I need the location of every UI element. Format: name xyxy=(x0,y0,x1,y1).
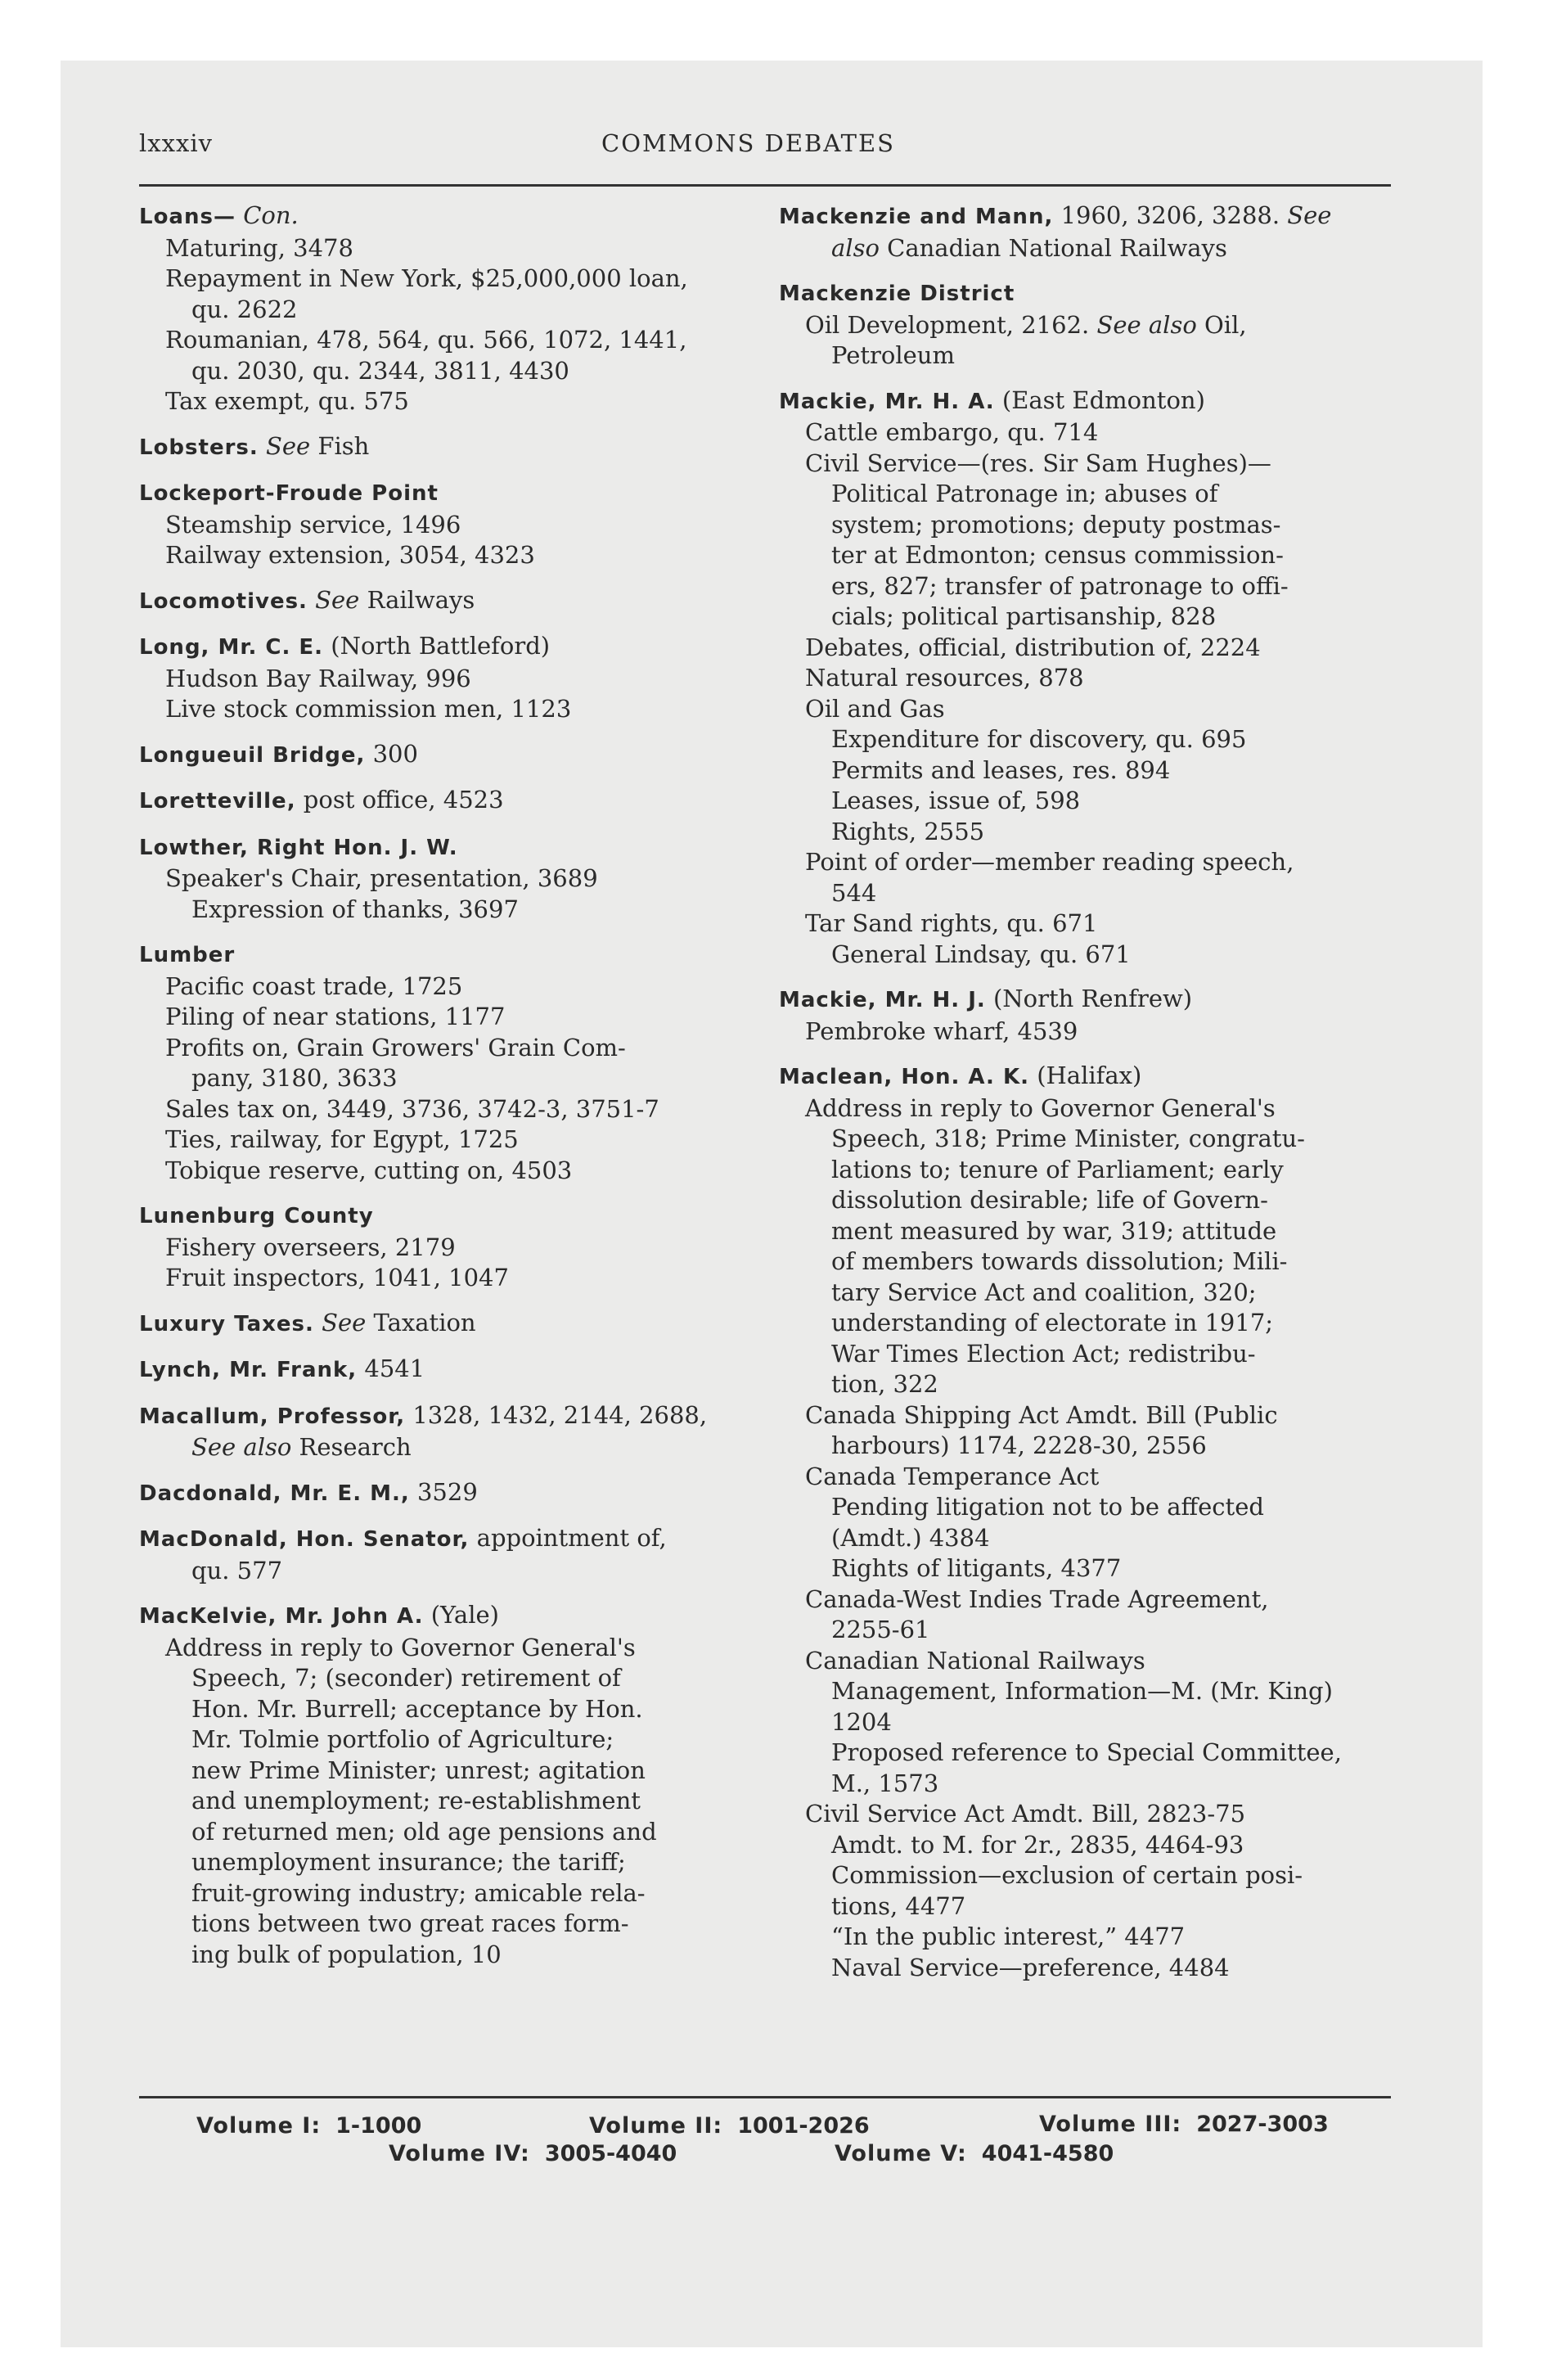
entry-line xyxy=(165,233,745,264)
right-column xyxy=(779,201,1384,1997)
entry-text: tion, 322 xyxy=(831,1370,938,1398)
entry-text: Expression of thanks, 3697 xyxy=(191,895,519,923)
entry-line xyxy=(831,817,1384,848)
entry-heading-line xyxy=(779,1061,1384,1093)
entry-heading-line xyxy=(139,431,745,464)
entry-line xyxy=(191,1817,745,1848)
entry-text: Speaker's Chair, presentation, 3689 xyxy=(165,864,598,892)
entry-heading-line xyxy=(779,201,1384,233)
entry-text: Maturing, 3478 xyxy=(165,233,353,262)
entry-text: Oil Development, 2162. xyxy=(805,310,1090,339)
entry-text: Piling of near stations, 1177 xyxy=(165,1003,506,1030)
entry-text: War Times Election Act; redistribu- xyxy=(831,1339,1256,1368)
entry-text: Hudson Bay Railway, 996 xyxy=(165,664,471,692)
entry-line xyxy=(831,1185,1384,1216)
volume-range: 1-1000 xyxy=(335,2113,422,2139)
entry-line xyxy=(831,755,1384,787)
volume-range: 1001-2026 xyxy=(737,2113,870,2139)
volume-label: Volume IV: xyxy=(389,2141,530,2166)
index-entry xyxy=(139,1308,745,1341)
entry-text: pany, 3180, 3633 xyxy=(191,1064,398,1092)
entry-line xyxy=(805,417,1384,449)
volume-range: 4041-4580 xyxy=(981,2141,1114,2166)
entry-text: and unemployment; re-establishment xyxy=(191,1787,641,1814)
entry-heading: Lynch, Mr. Frank, xyxy=(139,1358,358,1382)
entry-line xyxy=(165,863,745,895)
entry-text: Canada Temperance Act xyxy=(805,1462,1100,1490)
index-entry xyxy=(139,1354,745,1386)
entry-heading: Longueuil Bridge, xyxy=(139,742,366,768)
index-entry xyxy=(139,201,745,417)
entry-text: dissolution desirable; life of Govern- xyxy=(831,1186,1268,1214)
index-entry xyxy=(139,739,745,772)
entry-text: (Amdt.) 4384 xyxy=(831,1523,990,1552)
entry-heading: MacDonald, Hon. Senator, xyxy=(139,1527,470,1552)
entry-text: Profits on, Grain Growers' Grain Com- xyxy=(165,1033,626,1062)
entry-text: Railway extension, 3054, 4323 xyxy=(165,541,535,569)
entry-text: 544 xyxy=(831,878,877,907)
entry-line xyxy=(831,1369,1384,1400)
entry-line xyxy=(831,940,1384,971)
entry-text: ers, 827; transfer of patronage to offi- xyxy=(831,571,1289,600)
index-entry xyxy=(139,939,745,1186)
entry-text: Pacific coast trade, 1725 xyxy=(165,971,463,1000)
entry-line xyxy=(831,602,1384,633)
entry-text: M., 1573 xyxy=(831,1769,939,1797)
entry-heading-line xyxy=(139,201,745,233)
entry-heading: Lockeport-Froude Point xyxy=(139,481,439,506)
entry-line xyxy=(165,264,745,295)
entry-text: tions between two great races form- xyxy=(191,1909,629,1937)
entry-text: of members towards dissolution; Mili- xyxy=(831,1247,1288,1275)
entry-text: system; promotions; deputy postmas- xyxy=(831,510,1281,539)
entry-line xyxy=(831,1246,1384,1278)
entry-text: Leases, issue of, 598 xyxy=(831,787,1081,814)
entry-line xyxy=(831,1676,1384,1707)
entry-text: (North Renfrew) xyxy=(992,985,1193,1012)
volume-2 xyxy=(589,2113,870,2139)
entry-heading: Mackie, Mr. H. A. xyxy=(779,389,995,414)
entry-line xyxy=(191,1878,745,1909)
entry-line xyxy=(165,1263,745,1294)
entry-heading: Dacdonald, Mr. E. M., xyxy=(139,1481,410,1506)
entry-text: Proposed reference to Special Committee, xyxy=(831,1738,1342,1766)
entry-line xyxy=(165,1033,745,1064)
entry-line xyxy=(165,971,745,1003)
entry-text: Tax exempt, qu. 575 xyxy=(165,387,409,415)
entry-text: “In the public interest,” 4477 xyxy=(831,1922,1186,1950)
entry-text: ing bulk of population, 10 xyxy=(191,1940,502,1968)
index-entry xyxy=(779,277,1384,372)
entry-text: ter at Edmonton; census commission- xyxy=(831,541,1284,569)
entry-text: Fishery overseers, 2179 xyxy=(165,1233,456,1261)
entry-heading: Lobsters. xyxy=(139,435,259,460)
entry-line xyxy=(191,356,745,387)
entry-line xyxy=(165,1156,745,1187)
entry-text: Speech, 7; (seconder) retirement of xyxy=(191,1664,621,1692)
entry-text: Mr. Tolmie portfolio of Agriculture; xyxy=(191,1725,614,1753)
entry-heading: Locomotives. xyxy=(139,588,308,614)
volume-range: 2027-3003 xyxy=(1196,2112,1329,2137)
entry-line xyxy=(831,1431,1384,1462)
entry-heading-line xyxy=(139,1308,745,1341)
entry-text: tary Service Act and coalition, 320; xyxy=(831,1278,1257,1306)
entry-text: Debates, official, distribution of, 2224 xyxy=(805,633,1261,661)
entry-line xyxy=(831,340,1384,372)
volume-footer xyxy=(196,2112,1391,2177)
entry-line xyxy=(831,1339,1384,1370)
volume-label: Volume I: xyxy=(196,2113,322,2139)
entry-line xyxy=(805,1799,1384,1830)
entry-heading: Lumber xyxy=(139,943,236,967)
entry-text: ment measured by war, 319; attitude xyxy=(831,1216,1277,1245)
volume-3 xyxy=(1039,2112,1329,2137)
entry-text: unemployment insurance; the tariff; xyxy=(191,1848,626,1876)
index-entry xyxy=(139,1600,745,1970)
entry-heading-line xyxy=(779,385,1384,418)
entry-heading: Mackenzie and Mann, xyxy=(779,205,1054,229)
entry-text: Point of order—member reading speech, xyxy=(805,848,1294,876)
entry-heading-line xyxy=(139,1354,745,1386)
entry-text: Address in reply to Governor General's xyxy=(805,1093,1276,1122)
entry-line xyxy=(165,1633,745,1664)
entry-text: Sales tax on, 3449, 3736, 3742-3, 3751-7 xyxy=(165,1094,659,1123)
entry-heading-line xyxy=(139,1477,745,1510)
entry-line xyxy=(831,540,1384,571)
entry-text: Railways xyxy=(367,585,475,614)
footer-rule xyxy=(139,2096,1391,2098)
entry-text: Speech, 318; Prime Minister, congratu- xyxy=(831,1125,1305,1152)
entry-text: understanding of electorate in 1917; xyxy=(831,1309,1274,1336)
index-entry xyxy=(139,585,745,618)
entry-line xyxy=(165,540,745,571)
volume-label: Volume V: xyxy=(835,2141,967,2166)
entry-heading-line xyxy=(139,785,745,818)
entry-text: Address in reply to Governor General's xyxy=(165,1633,636,1661)
entry-line xyxy=(191,1756,745,1787)
entry-text: Petroleum xyxy=(831,341,955,369)
entry-heading: Luxury Taxes. xyxy=(139,1311,314,1336)
entry-line xyxy=(831,1860,1384,1891)
entry-text: 1328, 1432, 2144, 2688, xyxy=(412,1400,708,1429)
entry-text: qu. 2030, qu. 2344, 3811, 4430 xyxy=(191,356,569,385)
entry-line xyxy=(191,1694,745,1725)
entry-text: Oil, xyxy=(1204,310,1247,339)
entry-line xyxy=(831,1523,1384,1554)
entry-line xyxy=(165,1002,745,1033)
header-rule xyxy=(139,184,1391,187)
entry-heading: Loans— xyxy=(139,205,236,229)
entry-line xyxy=(165,1125,745,1156)
volume-4 xyxy=(389,2141,677,2166)
entry-line xyxy=(831,1553,1384,1584)
entry-heading: Mackie, Mr. H. J. xyxy=(779,988,986,1012)
see-reference: Con. xyxy=(243,201,299,229)
entry-heading-line xyxy=(779,984,1384,1016)
see-reference: See also xyxy=(191,1433,292,1461)
entry-text: (East Edmonton) xyxy=(1001,385,1205,414)
entry-line xyxy=(805,1400,1384,1431)
entry-line xyxy=(831,1891,1384,1922)
entry-line xyxy=(191,1940,745,1971)
entry-heading: Mackenzie District xyxy=(779,282,1015,306)
entry-line xyxy=(831,1155,1384,1186)
index-entry xyxy=(779,1061,1384,1983)
entry-text: qu. 577 xyxy=(191,1556,283,1584)
entry-line xyxy=(805,633,1384,664)
entry-text: (Halifax) xyxy=(1037,1062,1142,1089)
volume-label: Volume III: xyxy=(1039,2112,1182,2137)
index-entry xyxy=(139,431,745,464)
see-reference: See also xyxy=(1096,310,1197,339)
entry-text: Tar Sand rights, qu. 671 xyxy=(805,909,1098,937)
entry-line xyxy=(165,1094,745,1125)
entry-line xyxy=(165,694,745,725)
entry-text: Rights of litigants, 4377 xyxy=(831,1554,1122,1582)
index-entry xyxy=(139,1523,745,1586)
entry-text: Fish xyxy=(317,431,370,460)
entry-line xyxy=(191,1663,745,1694)
page-number: lxxxiv xyxy=(139,129,213,157)
entry-line xyxy=(805,663,1384,694)
entry-text: General Lindsay, qu. 671 xyxy=(831,940,1131,968)
entry-line xyxy=(831,1492,1384,1523)
entry-text: Hon. Mr. Burrell; acceptance by Hon. xyxy=(191,1694,643,1723)
entry-text: Repayment in New York, $25,000,000 loan, xyxy=(165,264,688,292)
entry-text: (Yale) xyxy=(430,1601,499,1629)
entry-text: Oil and Gas xyxy=(805,694,945,723)
entry-line xyxy=(191,1786,745,1817)
entry-line xyxy=(831,1769,1384,1800)
entry-heading: MacKelvie, Mr. John A. xyxy=(139,1604,424,1629)
index-entry xyxy=(139,785,745,818)
entry-text: Canadian National Railways xyxy=(887,233,1227,262)
entry-heading-line xyxy=(139,477,745,510)
entry-line xyxy=(191,1909,745,1940)
entry-text: 4541 xyxy=(364,1355,425,1382)
entry-line xyxy=(831,571,1384,602)
entry-text: Cattle embargo, qu. 714 xyxy=(805,418,1099,446)
entry-heading-line xyxy=(779,277,1384,310)
entry-line xyxy=(805,1016,1384,1048)
entry-line xyxy=(191,1724,745,1756)
left-column xyxy=(139,201,745,1984)
entry-text: 1960, 3206, 3288. xyxy=(1060,201,1280,229)
entry-line xyxy=(831,1707,1384,1738)
entry-heading-line xyxy=(139,1400,745,1433)
entry-line xyxy=(831,1922,1384,1953)
entry-text: (North Battleford) xyxy=(331,632,551,660)
entry-heading-line xyxy=(139,631,745,664)
index-entry xyxy=(779,201,1384,264)
entry-text: Roumanian, 478, 564, qu. 566, 1072, 1441, xyxy=(165,326,687,354)
entry-text: harbours) 1174, 2228-30, 2556 xyxy=(831,1431,1207,1459)
entry-text: Canada Shipping Act Amdt. Bill (Public xyxy=(805,1400,1278,1429)
entry-line xyxy=(805,449,1384,480)
entry-text: Fruit inspectors, 1041, 1047 xyxy=(165,1264,509,1291)
entry-text: new Prime Minister; unrest; agitation xyxy=(191,1756,646,1784)
entry-text: Taxation xyxy=(373,1308,476,1336)
entry-line xyxy=(831,1615,1384,1646)
entry-text: Research xyxy=(299,1433,412,1461)
entry-heading: Loretteville, xyxy=(139,789,296,814)
entry-line xyxy=(805,847,1384,878)
entry-heading: Lowther, Right Hon. J. W. xyxy=(139,835,458,860)
entry-text: Live stock commission men, 1123 xyxy=(165,695,572,723)
entry-text: fruit-growing industry; amicable rela- xyxy=(191,1878,646,1907)
entry-heading: Maclean, Hon. A. K. xyxy=(779,1065,1029,1089)
entry-text: Civil Service Act Amdt. Bill, 2823-75 xyxy=(805,1800,1246,1828)
index-entry xyxy=(779,984,1384,1047)
volume-label: Volume II: xyxy=(589,2113,723,2139)
see-reference: See xyxy=(265,431,311,460)
entry-line xyxy=(831,1216,1384,1247)
index-entry xyxy=(139,1400,745,1463)
entry-line xyxy=(165,325,745,356)
entry-heading-line xyxy=(139,939,745,971)
entry-text: post office, 4523 xyxy=(303,786,504,814)
entry-text: Naval Service—preference, 4484 xyxy=(831,1953,1230,1981)
entry-text: Natural resources, 878 xyxy=(805,664,1084,692)
entry-text: 3529 xyxy=(416,1477,478,1506)
see-reference: See xyxy=(1287,201,1332,229)
entry-line xyxy=(805,310,1384,341)
entry-line xyxy=(831,510,1384,541)
index-entry xyxy=(139,1200,745,1294)
entry-line xyxy=(165,386,745,417)
entry-line xyxy=(165,510,745,541)
entry-line xyxy=(165,664,745,695)
index-entry xyxy=(139,1477,745,1510)
entry-text: Expenditure for discovery, qu. 695 xyxy=(831,725,1247,753)
index-entry xyxy=(139,477,745,571)
entry-line xyxy=(805,908,1384,940)
index-entry xyxy=(779,385,1384,971)
entry-line xyxy=(805,1646,1384,1677)
entry-text: Pending litigation not to be affected xyxy=(831,1493,1264,1521)
entry-line xyxy=(831,479,1384,510)
see-reference: also xyxy=(831,233,880,262)
entry-heading-line xyxy=(139,585,745,618)
index-entry xyxy=(139,631,745,725)
entry-heading-line xyxy=(139,1523,745,1556)
volume-1 xyxy=(196,2113,421,2139)
entry-line xyxy=(831,233,1384,264)
entry-heading-line xyxy=(139,1600,745,1633)
entry-heading-line xyxy=(139,832,745,864)
entry-text: Permits and leases, res. 894 xyxy=(831,755,1171,784)
entry-text: Management, Information—M. (Mr. King) xyxy=(831,1677,1333,1705)
entry-text: Rights, 2555 xyxy=(831,817,985,845)
entry-line xyxy=(805,1093,1384,1125)
entry-text: Commission—exclusion of certain posi- xyxy=(831,1861,1303,1889)
entry-text: Pembroke wharf, 4539 xyxy=(805,1016,1078,1045)
entry-text: Canadian National Railways xyxy=(805,1646,1145,1675)
entry-line xyxy=(805,1462,1384,1493)
entry-line xyxy=(805,694,1384,725)
entry-line xyxy=(831,1308,1384,1339)
entry-text: Canada-West Indies Trade Agreement, xyxy=(805,1584,1269,1613)
entry-heading-line xyxy=(139,1200,745,1233)
entry-text: appointment of, xyxy=(476,1524,667,1552)
entry-line xyxy=(831,1953,1384,1984)
entry-text: Amdt. to M. for 2r., 2835, 4464-93 xyxy=(831,1830,1244,1859)
entry-line xyxy=(831,1124,1384,1155)
entry-text: 1204 xyxy=(831,1707,892,1736)
index-entry xyxy=(139,832,745,926)
entry-line xyxy=(831,878,1384,909)
entry-heading: Lunenburg County xyxy=(139,1204,374,1228)
entry-text: qu. 2622 xyxy=(191,295,298,323)
entry-text: tions, 4477 xyxy=(831,1891,966,1920)
entry-line xyxy=(191,1556,745,1587)
entry-text: Steamship service, 1496 xyxy=(165,510,461,539)
entry-text: of returned men; old age pensions and xyxy=(191,1817,657,1846)
entry-line xyxy=(831,1278,1384,1309)
entry-text: cials; political partisanship, 828 xyxy=(831,602,1217,630)
entry-text: Tobique reserve, cutting on, 4503 xyxy=(165,1156,573,1184)
see-reference: See xyxy=(315,585,360,614)
page-title: COMMONS DEBATES xyxy=(601,129,896,157)
entry-text: Civil Service—(res. Sir Sam Hughes)— xyxy=(805,449,1271,477)
entry-line xyxy=(165,1233,745,1264)
page-header xyxy=(139,129,1391,165)
entry-heading: Macallum, Professor, xyxy=(139,1404,406,1429)
entry-text: lations to; tenure of Parliament; early xyxy=(831,1155,1284,1183)
entry-line xyxy=(191,1063,745,1094)
entry-line xyxy=(831,1830,1384,1861)
entry-line xyxy=(191,295,745,326)
see-reference: See xyxy=(322,1308,367,1336)
entry-line xyxy=(831,1738,1384,1769)
entry-line xyxy=(831,724,1384,755)
entry-text: 300 xyxy=(372,739,418,768)
volume-5 xyxy=(835,2141,1114,2166)
entry-line xyxy=(805,1584,1384,1616)
entry-text: Ties, railway, for Egypt, 1725 xyxy=(165,1125,519,1153)
entry-line xyxy=(191,1847,745,1878)
entry-line xyxy=(191,1432,745,1463)
entry-text: 2255-61 xyxy=(831,1616,930,1643)
volume-range: 3005-4040 xyxy=(544,2141,677,2166)
entry-line xyxy=(831,786,1384,817)
entry-heading-line xyxy=(139,739,745,772)
entry-text: Political Patronage in; abuses of xyxy=(831,480,1218,507)
entry-heading: Long, Mr. C. E. xyxy=(139,635,324,660)
entry-line xyxy=(191,895,745,926)
